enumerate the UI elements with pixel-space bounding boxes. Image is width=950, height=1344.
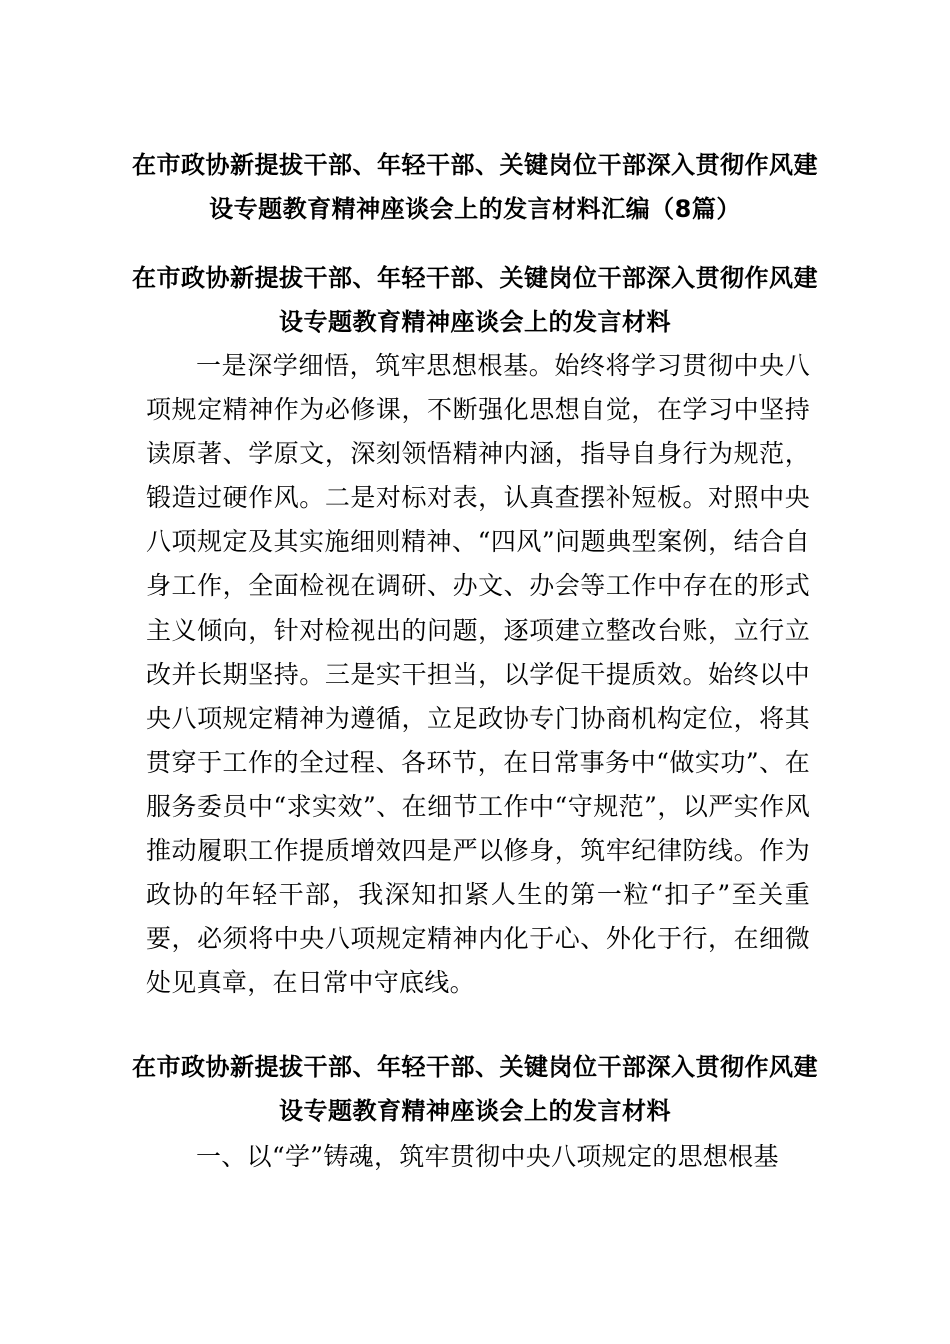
section-1-body: 一是深学细悟，筑牢思想根基。始终将学习贯彻中央八项规定精神作为必修课，不断强化思想自觉，在学习中坚持读原著、学原文，深刻领悟精神内涵，指导自身行为规范，锻造过硬作风。二是对标对表，认真查摆补短板。对照中央八项规定及其实施细则精神、“四风”问题典型案例，结合自身工作，全面检视在调研、办文、办会等工作中存在的形式主义倾向，针对检视出的问题，逐项建立整改台账，立行立改并长期坚持。三是实干担当，以学促干提质效。始终以中央八项规定精神为遵循，立足政协专门协商机构定位，将其贯穿于工作的全过程、各环节，在日常事务中“做实功”、在服务委员中“求实效”、在细节工作中“守规范”，以严实作风推动履职工作提质增效四是严以修身，筑牢纪律防线。作为政协的年轻干部，我深知扣紧人生的第一粒“扣子”至关重要，必须将中央八项规定精神内化于心、外化于行，在细微处见真章，在日常中守底线。	[146, 351, 810, 998]
section-2-title: 在市政协新提拔干部、年轻干部、关键岗位干部深入贯彻作风建设专题教育精神座谈会上的发言材料	[132, 1053, 818, 1125]
section-1-title: 在市政协新提拔干部、年轻干部、关键岗位干部深入贯彻作风建设专题教育精神座谈会上的发言材料	[132, 264, 818, 336]
document-main-title: 在市政协新提拔干部、年轻干部、关键岗位干部深入贯彻作风建设专题教育精神座谈会上的发言材料汇编（8篇）	[132, 151, 818, 223]
section-2-body: 一、以“学”铸魂，筑牢贯彻中央八项规定的思想根基	[196, 1142, 779, 1171]
